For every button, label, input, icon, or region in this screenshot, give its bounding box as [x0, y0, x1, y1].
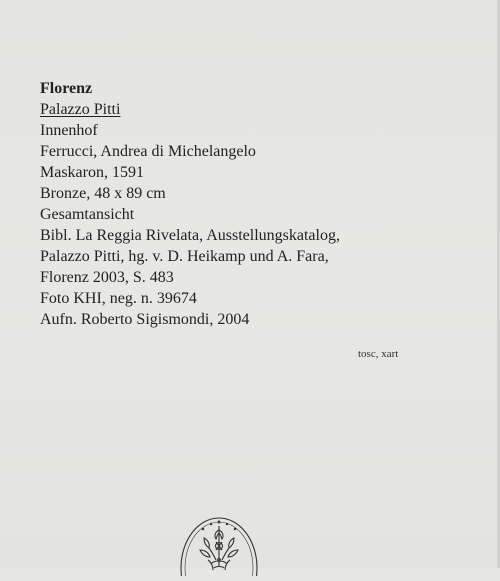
ornamental-stamp-icon	[178, 516, 260, 576]
record-artist: Ferrucci, Andrea di Michelangelo	[40, 143, 256, 160]
record-view: Gesamtansicht	[40, 206, 135, 223]
classification-code: tosc, xart	[358, 348, 399, 360]
record-city: Florenz	[40, 80, 93, 97]
record-photo: Foto KHI, neg. n. 39674	[40, 290, 197, 307]
bibliography-line: Florenz 2003, S. 483	[40, 269, 174, 286]
record-title: Maskaron, 1591	[40, 164, 144, 181]
record-location: Innenhof	[40, 122, 98, 139]
record-text	[40, 78, 340, 330]
bibliography-line: Bibl. La Reggia Rivelata, Ausstellungskatalog,	[40, 227, 340, 244]
bibliography-line: Palazzo Pitti, hg. v. D. Heikamp und A. Fara,	[40, 248, 329, 265]
record-place: Palazzo Pitti	[40, 101, 121, 118]
record-photographer: Aufn. Roberto Sigismondi, 2004	[40, 311, 250, 328]
record-material: Bronze, 48 x 89 cm	[40, 185, 166, 202]
